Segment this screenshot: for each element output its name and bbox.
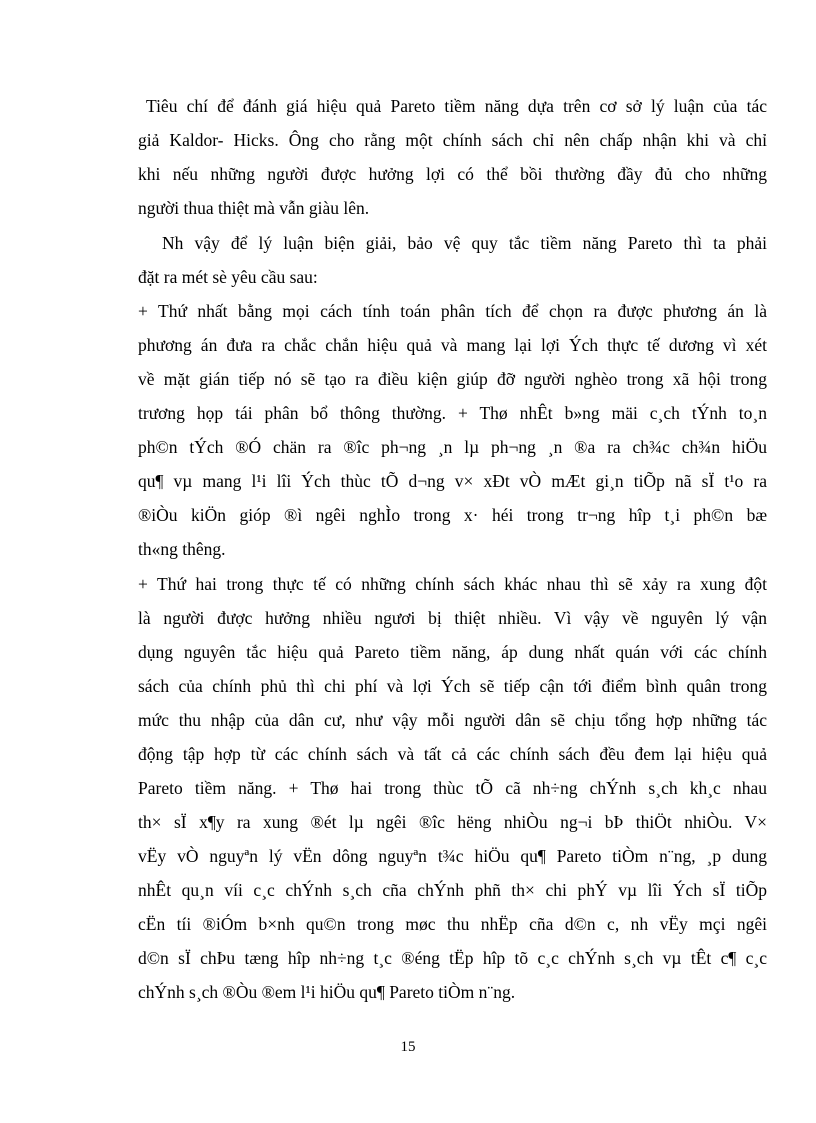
text-line: người thua thiệt mà vẫn giàu lên.: [138, 198, 370, 218]
text-line: mức thu nhập của dân cư, như vậy mỗi người dân sẽ chịu tổng hợp những tác: [138, 710, 767, 730]
text-line: th«ng thêng.: [138, 539, 226, 559]
text-line: Nh vậy để lý luận biện giải, bảo vệ quy tắc tiềm năng Pareto thì ta phải: [162, 233, 767, 253]
text-line: Pareto tiềm năng. + Thø hai trong thùc tÕ cã nh÷ng chÝnh s¸ch kh¸c nhau: [138, 778, 767, 798]
text-line: dụng nguyên tắc hiệu quả Pareto tiềm năng, áp dung nhất quán với các chính: [138, 642, 767, 662]
text-line: giả Kaldor- Hicks. Ông cho rằng một chính sách chỉ nên chấp nhận khi và chỉ: [138, 130, 767, 150]
text-line: Tiêu chí để đánh giá hiệu quả Pareto tiềm năng dựa trên cơ sở lý luận của tác: [146, 96, 767, 116]
text-line: th× sÏ x¶y ra xung ®ét lµ ngêi ®îc hëng nhiÒu ng¬i bÞ thiÖt nhiÒu. V×: [138, 812, 767, 832]
text-line: động tập hợp từ các chính sách và tất cả các chính sách đều đem lại hiệu quả: [138, 744, 767, 764]
text-line: về mặt gián tiếp nó sẽ tạo ra điều kiện giúp đỡ người nghèo trong xã hội trong: [138, 369, 767, 389]
text-line: cËn tíi ®iÓm b×nh qu©n trong møc thu nhËp cña d©n c, nh vËy mçi ngêi: [138, 914, 767, 934]
text-line: ph©n tÝch ®Ó chän ra ®îc ph¬ng ¸n lµ ph¬ng ¸n ®a ra ch¾c ch¾n hiÖu: [138, 437, 767, 457]
text-line: là người được hưởng nhiều ngươi bị thiệt nhiều. Vì vậy về nguyên lý vận: [138, 608, 767, 628]
text-line: + Thứ nhất bằng mọi cách tính toán phân tích để chọn ra được phương án là: [138, 301, 767, 321]
text-line: ®iÒu kiÖn gióp ®ì ngêi nghÌo trong x· héi trong tr¬ng hîp t¸i ph©n bæ: [138, 505, 767, 525]
text-line: chÝnh s¸ch ®Òu ®em l¹i hiÖu qu¶ Pareto tiÒm n¨ng.: [138, 982, 516, 1002]
text-line: sách của chính phủ thì chi phí và lợi Ých sẽ tiếp cận tới điểm bình quân trong: [138, 676, 767, 696]
text-line: nhÊt qu¸n víi c¸c chÝnh s¸ch cña chÝnh phñ th× chi phÝ vµ lîi Ých sÏ tiÕp: [138, 880, 767, 900]
text-line: + Thứ hai trong thực tế có những chính sách khác nhau thì sẽ xảy ra xung đột: [138, 574, 767, 594]
page-number: 15: [400, 1039, 416, 1055]
text-line: khi nếu những người được hưởng lợi có thể bồi thường đầy đủ cho những: [138, 164, 767, 184]
text-line: vËy vÒ nguyªn lý vËn dông nguyªn t¾c hiÖu qu¶ Pareto tiÒm n¨ng, ¸p dung: [138, 846, 767, 866]
text-line: trương họp tái phân bổ thông thường. + Thø nhÊt b»ng mäi c¸ch tÝnh to¸n: [138, 403, 767, 423]
text-line: d©n sÏ chÞu tæng hîp nh÷ng t¸c ®éng tËp hîp tõ c¸c chÝnh s¸ch vµ tÊt c¶ c¸c: [138, 948, 767, 968]
text-line: phương án đưa ra chắc chắn hiệu quả và mang lại lợi Ých thực tế dương vì xét: [138, 335, 767, 355]
text-line: đặt ra mét sè yêu cầu sau:: [138, 267, 318, 287]
text-line: qu¶ vµ mang l¹i lîi Ých thùc tÕ d¬ng v× xÐt vÒ mÆt gi¸n tiÕp nã sÏ t¹o ra: [138, 471, 767, 491]
